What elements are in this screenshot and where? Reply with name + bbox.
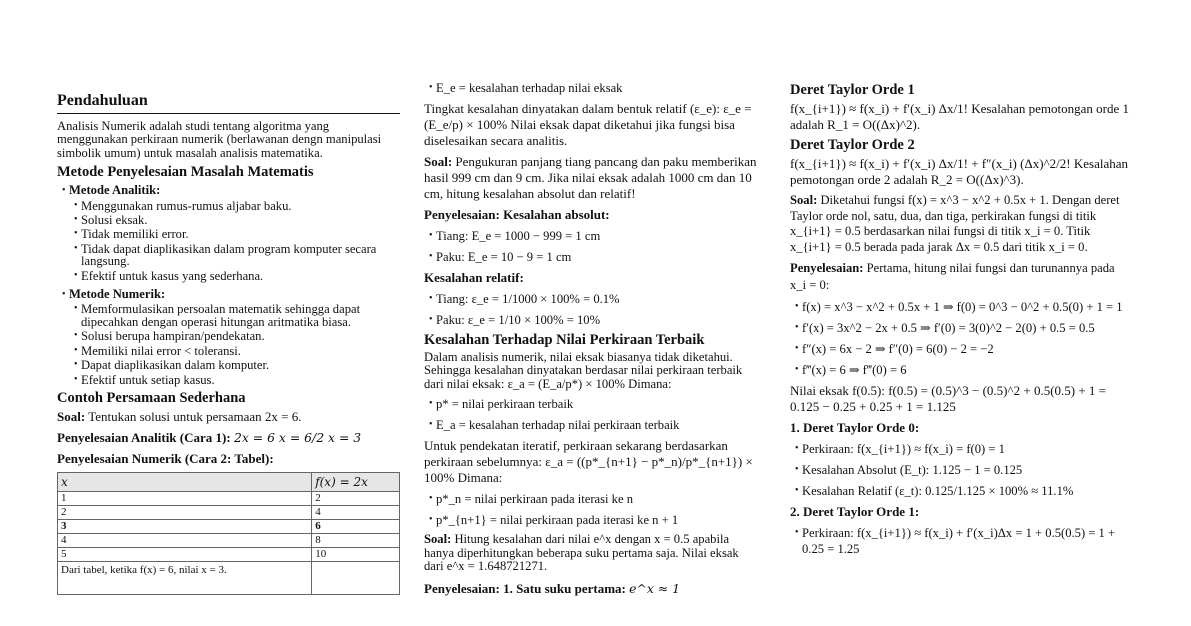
column-3 bbox=[790, 78, 1132, 557]
list-item: • Perkiraan: f(x_{i+1}) ≈ f(x_i) = f(0) = 1 bbox=[802, 441, 1132, 457]
table-note-row bbox=[58, 561, 400, 594]
soal-label: Soal: bbox=[424, 532, 452, 547]
list-item: • f‴(x) = 6 ⇒ f‴(0) = 6 bbox=[802, 362, 1132, 378]
solve-text: Pertama, hitung nilai fungsi dan turunannya pada x_i = 0: bbox=[790, 261, 1115, 292]
table-row bbox=[58, 505, 400, 519]
abs-list bbox=[424, 228, 758, 265]
column-2 bbox=[424, 80, 758, 597]
abs-heading: Penyelesaian: Kesalahan absolut: bbox=[424, 207, 610, 222]
iter-list bbox=[424, 491, 758, 528]
table-cell: 10 bbox=[312, 547, 400, 561]
solve-label: Penyelesaian: bbox=[790, 261, 864, 275]
numeric-solution-label: Penyelesaian Numerik (Cara 2: Tabel): bbox=[57, 450, 274, 466]
table-cell: 4 bbox=[312, 505, 400, 519]
table-cell: 5 bbox=[58, 547, 312, 561]
list-item: • Dapat diaplikasikan dalam komputer. bbox=[81, 359, 400, 371]
order0-heading: 1. Deret Taylor Orde 0: bbox=[790, 420, 920, 435]
list-item: • Memformulasikan persoalan matematik sehingga dapat dipecahkan dengan operasi hitungan aritmatika biasa. bbox=[81, 303, 400, 328]
table-cell: 2 bbox=[58, 505, 312, 519]
soal-text: Hitung kesalahan dari nilai e^x dengan x = 0.5 apabila hanya diperhitungkan beberapa suku pertama saja. Nilai eksak dari e^x = 1.648721271. bbox=[424, 532, 739, 574]
analytic-solution-label: Penyelesaian Analitik (Cara 1): bbox=[57, 429, 231, 445]
relative-paragraph: Tingkat kesalahan dinyatakan dalam bentuk relatif (ε_e): ε_e = (E_e/p) × 100% Nilai eksak dapat diketahui jika fungsi bisa diselesaikan secara analitis. bbox=[424, 101, 752, 148]
best-list bbox=[424, 396, 758, 433]
table-cell: 6 bbox=[312, 519, 400, 533]
table-cell: 1 bbox=[58, 491, 312, 505]
example-heading: Contoh Persamaan Sederhana bbox=[57, 389, 246, 406]
step-line bbox=[424, 581, 758, 597]
exact-value-paragraph: Nilai eksak f(0.5): f(0.5) = (0.5)^3 − (0.5)^2 + 0.5(0.5) + 1 = 0.125 − 0.25 + 0.25 + 1 = 1.125 bbox=[790, 383, 1107, 414]
ee-list bbox=[424, 80, 758, 96]
section-title-pendahuluan: Pendahuluan bbox=[57, 92, 400, 114]
list-item: • Tidak dapat diaplikasikan dalam program komputer secara langsung. bbox=[81, 243, 400, 268]
list-item: • Solusi eksak. bbox=[81, 214, 400, 226]
list-item: • f(x) = x^3 − x^2 + 0.5x + 1 ⇒ f(0) = 0^3 − 0^2 + 0.5(0) + 1 = 1 bbox=[802, 299, 1132, 315]
table-row bbox=[58, 533, 400, 547]
list-item: • Efektif untuk setiap kasus. bbox=[81, 374, 400, 386]
analytic-label: Metode Analitik: bbox=[69, 183, 161, 198]
analytic-solution-math: 2x = 6 x = 6/2 x = 3 bbox=[233, 429, 362, 445]
order1-list bbox=[790, 525, 1132, 557]
table-cell: 4 bbox=[58, 533, 312, 547]
analytic-items bbox=[69, 200, 400, 282]
list-item: • f′(x) = 3x^2 − 2x + 0.5 ⇒ f′(0) = 3(0)^2 − 2(0) + 0.5 = 0.5 bbox=[802, 320, 1132, 336]
example-soal bbox=[57, 409, 400, 425]
step-heading: Penyelesaian: 1. Satu suku pertama: bbox=[424, 581, 626, 597]
soal-paragraph bbox=[424, 154, 758, 202]
numeric-label: Metode Numerik: bbox=[69, 287, 166, 302]
derivative-list bbox=[790, 299, 1132, 378]
list-item: • Tiang: E_e = 1000 − 999 = 1 cm bbox=[436, 228, 758, 244]
list-item: • E_a = kesalahan terhadap nilai perkiraan terbaik bbox=[436, 417, 758, 433]
numeric-method bbox=[69, 288, 400, 386]
table-note-empty bbox=[312, 561, 400, 594]
iterative-paragraph: Untuk pendekatan iteratif, perkiraan sekarang berdasarkan perkiraan sebelumnya: ε_a = ((p*_{n+1} − p*_n)/p*_{n+1}) × 100% Dimana: bbox=[424, 438, 753, 486]
table-row bbox=[58, 547, 400, 561]
taylor2-paragraph: f(x_{i+1}) ≈ f(x_i) + f′(x_i) Δx/1! + f″(x_i) (Δx)^2/2! Kesalahan pemotongan orde 2 adalah R_2 = O((Δx)^3). bbox=[790, 156, 1129, 187]
list-item: • Paku: E_e = 10 − 9 = 1 cm bbox=[436, 249, 758, 265]
list-item: • Solusi berupa hampiran/pendekatan. bbox=[81, 330, 400, 342]
table-cell: 8 bbox=[312, 533, 400, 547]
intro-paragraph: Analisis Numerik adalah studi tentang algoritma yang menggunakan perkiraan numerik (berlawanan dengn manipulasi simbolik umum) untuk masalah analisis matematika. bbox=[57, 119, 382, 160]
list-item: • p* = nilai perkiraan terbaik bbox=[436, 396, 758, 412]
soal-label: Soal: bbox=[57, 408, 86, 424]
list-item: • Kesalahan Absolut (E_t): 1.125 − 1 = 0.125 bbox=[802, 462, 1132, 478]
soal-paragraph bbox=[790, 193, 1132, 255]
table-note: Dari tabel, ketika f(x) = 6, nilai x = 3. bbox=[58, 561, 312, 594]
list-item: • Paku: ε_e = 1/10 × 100% = 10% bbox=[436, 312, 758, 328]
best-estimate-heading: Kesalahan Terhadap Nilai Perkiraan Terbaik bbox=[424, 332, 705, 348]
list-item: • Kesalahan Relatif (ε_t): 0.125/1.125 × 100% ≈ 11.1% bbox=[802, 483, 1132, 499]
soal-label: Soal: bbox=[790, 193, 818, 207]
taylor1-paragraph: f(x_{i+1}) ≈ f(x_i) + f′(x_i) Δx/1! Kesalahan pemotongan orde 1 adalah R_1 = O((Δx)^2). bbox=[790, 101, 1129, 132]
table-row-highlight bbox=[58, 519, 400, 533]
list-item: • Memiliki nilai error < toleransi. bbox=[81, 345, 400, 357]
table-cell: 3 bbox=[58, 519, 312, 533]
list-item: • Perkiraan: f(x_{i+1}) ≈ f(x_i) + f′(x_i)Δx = 1 + 0.5(0.5) = 1 + 0.25 = 1.25 bbox=[802, 525, 1132, 557]
column-1 bbox=[57, 92, 400, 595]
soal-text: Diketahui fungsi f(x) = x^3 − x^2 + 0.5x + 1. Dengan deret Taylor orde nol, satu, dua, dan tiga, perkirakan fungsi di titik x_{i+1} = 0.5 berdasarkan nilai fungsi di titik x_i = 0. Titik x_{i+1} = 0.5 berada pada jarak Δx = 0.5 dari titik x_i = 0. bbox=[790, 193, 1120, 254]
table-header: x bbox=[58, 472, 312, 491]
soal-text: Pengukuran panjang tiang pancang dan paku memberikan hasil 999 cm dan 9 cm. Jika nilai eksak adalah 1000 cm dan 10 cm, hitung kesalahan absolut dan relatif! bbox=[424, 154, 757, 201]
methods-list bbox=[57, 184, 400, 386]
step-math: e^x ≈ 1 bbox=[629, 581, 680, 597]
numeric-items bbox=[69, 303, 400, 385]
soal-label: Soal: bbox=[424, 154, 453, 169]
list-item: • p*_n = nilai perkiraan pada iterasi ke n bbox=[436, 491, 758, 507]
solve-paragraph bbox=[790, 260, 1132, 294]
soal-text: Tentukan solusi untuk persamaan 2x = 6. bbox=[88, 408, 302, 424]
table-cell: 2 bbox=[312, 491, 400, 505]
list-item: • p*_{n+1} = nilai perkiraan pada iterasi ke n + 1 bbox=[436, 512, 758, 528]
list-item: • f″(x) = 6x − 2 ⇒ f″(0) = 6(0) − 2 = −2 bbox=[802, 341, 1132, 357]
analytic-method bbox=[69, 184, 400, 282]
taylor1-heading: Deret Taylor Orde 1 bbox=[790, 82, 915, 98]
rel-heading: Kesalahan relatif: bbox=[424, 270, 524, 285]
table-header-row bbox=[58, 472, 400, 491]
list-item: • E_e = kesalahan terhadap nilai eksak bbox=[436, 80, 758, 96]
analytic-solution bbox=[57, 430, 400, 446]
table-header: f(x) = 2x bbox=[312, 472, 400, 491]
list-item: • Menggunakan rumus-rumus aljabar baku. bbox=[81, 200, 400, 212]
best-estimate-paragraph: Dalam analisis numerik, nilai eksak biasanya tidak diketahui. Sehingga kesalahan dinyatakan berdasar nilai perkiraan terbaik dari nilai eksak: ε_a = (E_a/p*) × 100% Dimana: bbox=[424, 350, 743, 391]
table-row bbox=[58, 491, 400, 505]
methods-heading: Metode Penyelesaian Masalah Matematis bbox=[57, 164, 314, 181]
list-item: • Efektif untuk kasus yang sederhana. bbox=[81, 270, 400, 282]
rel-list bbox=[424, 291, 758, 328]
order1-heading: 2. Deret Taylor Orde 1: bbox=[790, 504, 920, 519]
list-item: • Tidak memiliki error. bbox=[81, 228, 400, 240]
order0-list bbox=[790, 441, 1132, 499]
list-item: • Tiang: ε_e = 1/1000 × 100% = 0.1% bbox=[436, 291, 758, 307]
solution-table bbox=[57, 472, 400, 595]
soal2-paragraph bbox=[424, 533, 758, 573]
taylor2-heading: Deret Taylor Orde 2 bbox=[790, 137, 915, 153]
